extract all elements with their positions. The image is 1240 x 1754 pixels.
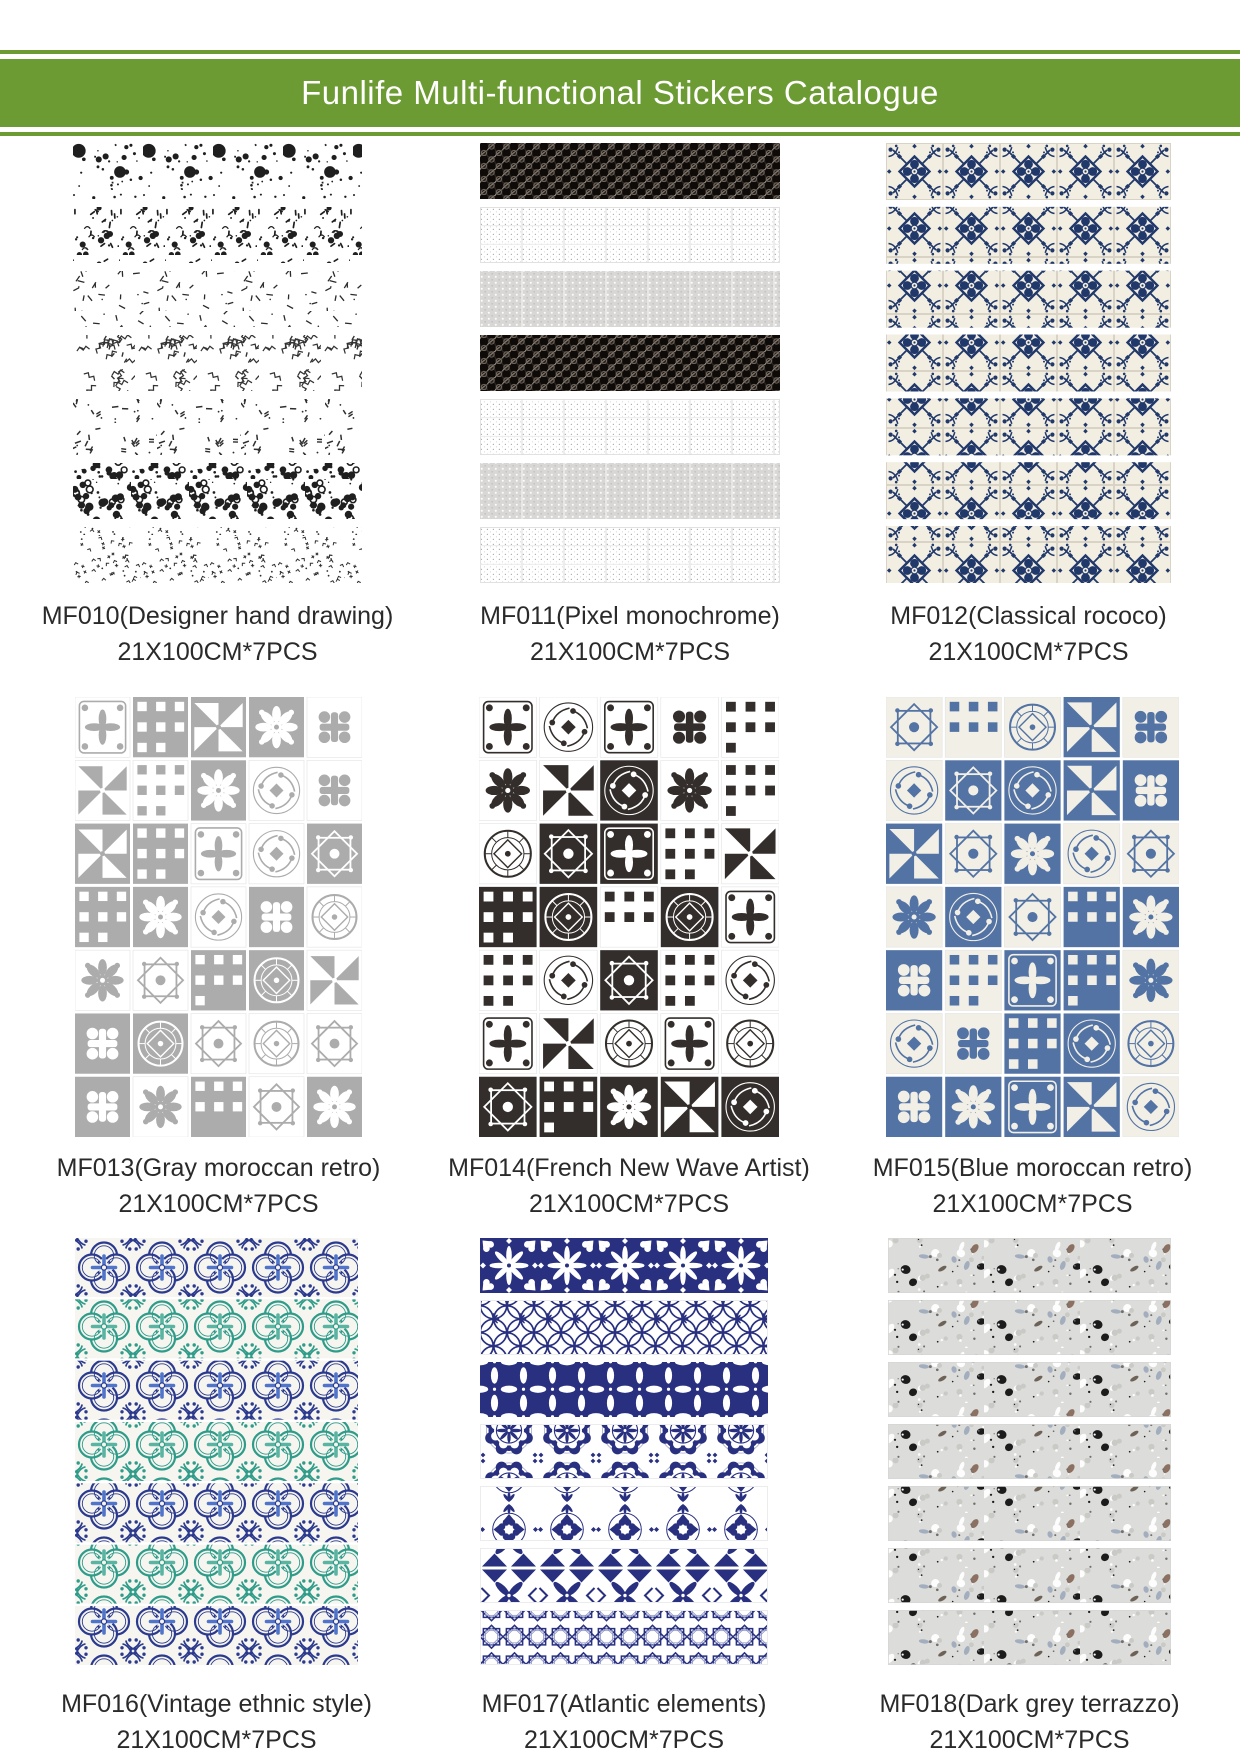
product-spec: 21X100CM*7PCS bbox=[523, 1726, 725, 1754]
product-image-mf018 bbox=[888, 1238, 1171, 1665]
product-card-mf010 bbox=[41, 143, 394, 666]
product-spec: 21X100CM*7PCS bbox=[928, 638, 1129, 666]
product-image-mf010 bbox=[73, 143, 362, 583]
product-label: MF012(Classical rococo) bbox=[890, 602, 1167, 630]
product-label: MF010(Designer hand drawing) bbox=[41, 602, 394, 630]
product-card-mf018 bbox=[879, 1238, 1180, 1754]
product-spec: 21X100CM*7PCS bbox=[116, 1726, 317, 1754]
product-card-mf016 bbox=[61, 1238, 372, 1754]
product-label: MF017(Atlantic elements) bbox=[481, 1690, 767, 1718]
product-spec: 21X100CM*7PCS bbox=[528, 1190, 730, 1218]
product-spec: 21X100CM*7PCS bbox=[117, 638, 318, 666]
product-image-mf011 bbox=[480, 143, 780, 583]
product-label: MF016(Vintage ethnic style) bbox=[61, 1690, 372, 1718]
product-image-mf014 bbox=[479, 697, 779, 1137]
product-card-mf011 bbox=[480, 143, 780, 666]
product-spec: 21X100CM*7PCS bbox=[118, 1190, 319, 1218]
product-image-mf013 bbox=[75, 697, 362, 1137]
product-image-mf015 bbox=[886, 697, 1179, 1137]
product-spec: 21X100CM*7PCS bbox=[529, 638, 731, 666]
product-image-mf016 bbox=[75, 1238, 358, 1665]
product-card-mf017 bbox=[480, 1238, 768, 1754]
product-image-mf017 bbox=[480, 1238, 768, 1665]
page-title: Funlife Multi-functional Stickers Catalogue bbox=[301, 74, 939, 111]
product-card-mf012 bbox=[886, 143, 1171, 666]
product-card-mf014 bbox=[448, 697, 810, 1218]
product-card-mf015 bbox=[872, 697, 1193, 1218]
product-image-mf012 bbox=[886, 143, 1171, 583]
header-top-rule bbox=[0, 50, 1240, 54]
product-label: MF013(Gray moroccan retro) bbox=[56, 1154, 381, 1182]
header-bottom-rule bbox=[0, 132, 1240, 136]
header-banner bbox=[0, 59, 1240, 127]
product-spec: 21X100CM*7PCS bbox=[932, 1190, 1133, 1218]
product-label: MF018(Dark grey terrazzo) bbox=[879, 1690, 1180, 1718]
product-card-mf013 bbox=[56, 697, 381, 1218]
product-spec: 21X100CM*7PCS bbox=[929, 1726, 1130, 1754]
product-label: MF011(Pixel monochrome) bbox=[480, 602, 780, 630]
product-label: MF015(Blue moroccan retro) bbox=[872, 1154, 1193, 1182]
product-label: MF014(French New Wave Artist) bbox=[448, 1154, 810, 1182]
